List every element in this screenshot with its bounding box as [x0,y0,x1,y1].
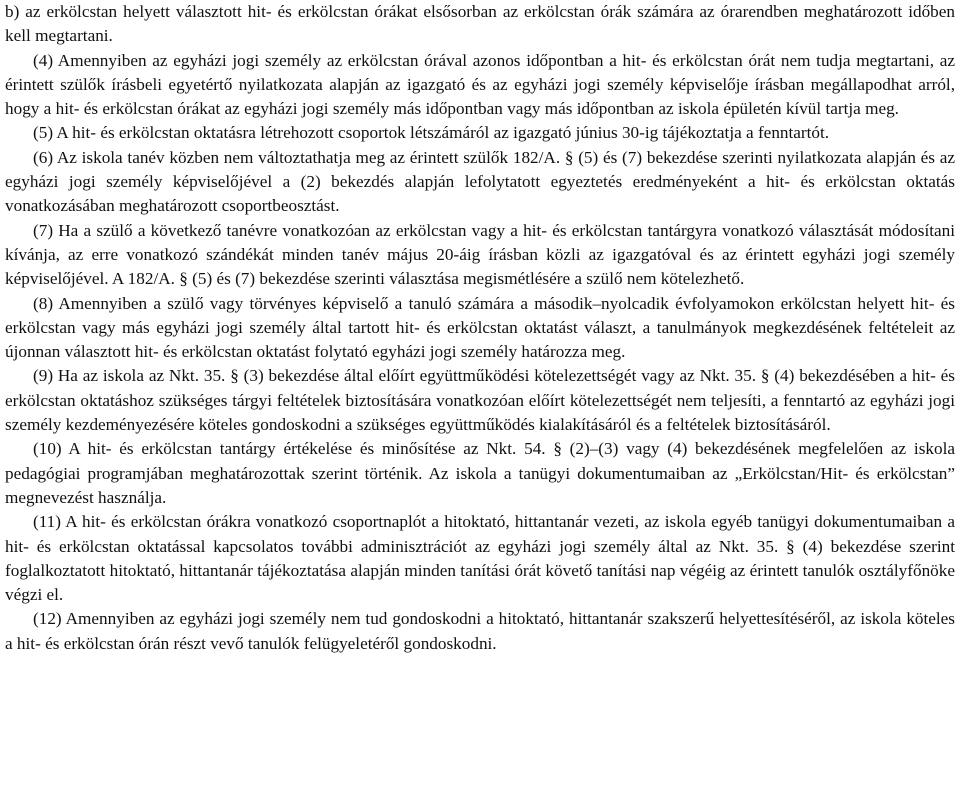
paragraph-6: (6) Az iskola tanév közben nem változtathatja meg az érintett szülők 182/A. § (5) és (7) bekezdése szerinti nyilatkozata alapján és az egyházi jogi személy képviselőjével a (2) bekezdés alapján lefolytatott egyeztetés eredményeként a hit- és erkölcstan oktatás vonatkozásában meghatározott csoportbeosztást. [5,147,955,216]
paragraph-7: (7) Ha a szülő a következő tanévre vonatkozóan az erkölcstan vagy a hit- és erkölcstan tantárgyra vonatkozó választását módosítani kívánja, az erre vonatkozó szándékát minden tanév május 20-áig írásban közli az igazgatóval és az érintett egyházi jogi személy képviselőjével. A 182/A. § (5) és (7) bekezdése szerinti választása megismétlésére a szülő nem kötelezhető. [5,220,955,289]
paragraph-10: (10) A hit- és erkölcstan tantárgy értékelése és minősítése az Nkt. 54. § (2)–(3) vagy (4) bekezdésének megfelelően az iskola pedagógiai programjában meghatározottak szerint történik. Az iskola a tanügyi dokumentumaiban az „Erkölcstan/Hit- és erkölcstan” megnevezést használja. [5,439,955,507]
paragraph-3b: b) az erkölcstan helyett választott hit- és erkölcstan órákat elsősorban az erkölcstan órák számára az órarendben meghatározott időben kell megtartani. [5,2,955,46]
paragraph-9: (9) Ha az iskola az Nkt. 35. § (3) bekezdése által előírt együttműködési kötelezettségét vagy az Nkt. 35. § (4) bekezdésében a hit- és erkölcstan oktatáshoz szükséges tárgyi feltételek biztosítására vonatkozóan előírt kötelezettségét nem teljesíti, a fenntartó az egyházi jogi személy kezdeményezésére köteles gondoskodni a szükséges együttműködés kialakításáról és a feltételek biztosításáról. [5,366,955,435]
paragraph-12: (12) Amennyiben az egyházi jogi személy nem tud gondoskodni a hitoktató, hittantanár szakszerű helyettesítéséről, az iskola köteles a hit- és erkölcstan órán részt vevő tanulók felügyeletéről gondoskodni. [5,609,955,653]
paragraph-5: (5) A hit- és erkölcstan oktatásra létrehozott csoportok létszámáról az igazgató június 30-ig tájékoztatja a fenntartót. [33,123,830,143]
paragraph-8: (8) Amennyiben a szülő vagy törvényes képviselő a tanuló számára a második–nyolcadik évfolyamokon erkölcstan helyett hit- és erkölcstan vagy más egyházi jogi személy által tartott hit- és erkölcstan oktatást választ, a tanulmányok megkezdésének feltételeit az újonnan választott hit- és erkölcstan oktatást folytató egyházi jogi személy határozza meg. [5,293,955,362]
paragraph-11: (11) A hit- és erkölcstan órákra vonatkozó csoportnaplót a hitoktató, hittantanár vezeti, az iskola egyéb tanügyi dokumentumaiban a hit- és erkölcstan oktatással kapcsolatos további adminisztrációt az egyházi jogi személy által az Nkt. 35. § (4) bekezdése szerint foglalkoztatott hitoktató, hittantanár tájékoztatása alapján minden tanítási órát követő tanítási nap végéig az érintett tanulók osztályfőnöke végzi el. [5,512,955,605]
paragraph-4: (4) Amennyiben az egyházi jogi személy az erkölcstan órával azonos időpontban a hit- és erkölcstan órát nem tudja megtartani, az érintett szülők írásbeli egyetértő nyilatkozata alapján az igazgató és az egyházi jogi személy képviselője írásban megállapodhat arról, hogy a hit- és erkölcstan órákat az egyházi jogi személy más időpontban vagy más időpontban az iskola épületén kívül tartja meg. [5,50,955,119]
